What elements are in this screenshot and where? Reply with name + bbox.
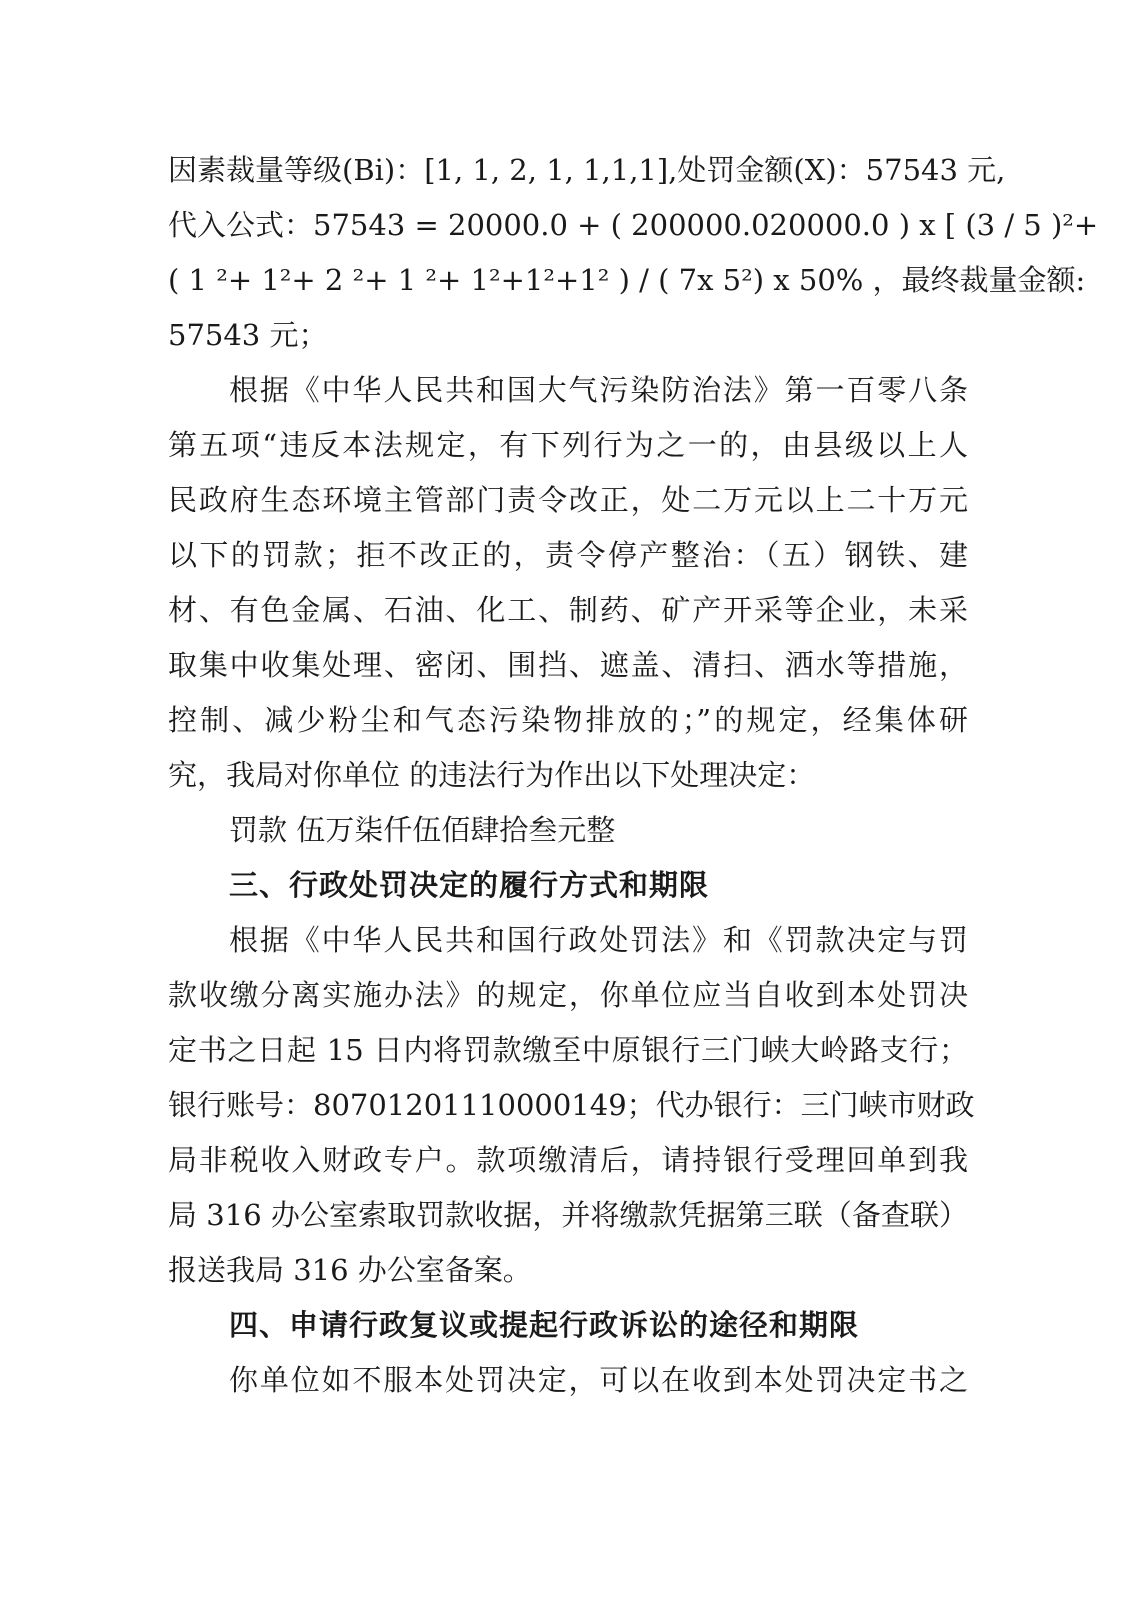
legal-basis-line-7: 控制、减少粉尘和气态污染物排放的；”的规定，经集体研 — [168, 703, 968, 737]
legal-basis-line-1: 根据《中华人民共和国大气污染防治法》第一百零八条 — [229, 373, 968, 407]
legal-basis-line-8: 究，我局对你单位 的违法行为作出以下处理决定： — [168, 758, 816, 792]
section-4-heading: 四、申请行政复议或提起行政诉讼的途径和期限 — [229, 1308, 860, 1342]
legal-basis-line-4: 以下的罚款；拒不改正的，责令停产整治：（五）钢铁、建 — [168, 538, 968, 572]
payment-line-5: 局非税收入财政专户。款项缴清后，请持银行受理回单到我 — [168, 1143, 968, 1177]
appeal-line-1: 你单位如不服本处罚决定，可以在收到本处罚决定书之 — [229, 1363, 968, 1397]
legal-basis-line-2: 第五项“违反本法规定，有下列行为之一的，由县级以上人 — [168, 428, 968, 462]
section-3-heading: 三、行政处罚决定的履行方式和期限 — [229, 868, 710, 902]
payment-line-4: 银行账号：80701201110000149；代办银行：三门峡市财政 — [168, 1088, 975, 1122]
legal-basis-line-5: 材、有色金属、石油、化工、制药、矿产开采等企业，未采 — [168, 593, 968, 627]
payment-line-3: 定书之日起 15 日内将罚款缴至中原银行三门峡大岭路支行； — [168, 1033, 968, 1067]
legal-basis-line-6: 取集中收集处理、密闭、围挡、遮盖、清扫、洒水等措施， — [168, 648, 968, 682]
payment-line-2: 款收缴分离实施办法》的规定，你单位应当自收到本处罚决 — [168, 978, 968, 1012]
legal-basis-line-3: 民政府生态环境主管部门责令改正，处二万元以上二十万元 — [168, 483, 968, 517]
calc-line-2: 代入公式：57543 = 20000.0 + ( 200000.020000.0 ) x [ (3 / 5 )²+ — [168, 208, 1099, 242]
payment-line-1: 根据《中华人民共和国行政处罚法》和《罚款决定与罚 — [229, 923, 968, 957]
calc-line-4: 57543 元； — [168, 318, 328, 352]
calc-line-1: 因素裁量等级(Bi)：[1, 1, 2, 1, 1,1,1],处罚金额(X)：57543 元, — [168, 153, 1006, 187]
calc-line-3: ( 1 ²+ 1²+ 2 ²+ 1 ²+ 1²+1²+1² ) / ( 7x 5²) x 50% ，最终裁量金额: — [168, 263, 1086, 297]
payment-line-6: 局 316 办公室索取罚款收据，并将缴款凭据第三联（备查联） — [168, 1198, 968, 1232]
payment-line-7: 报送我局 316 办公室备案。 — [168, 1253, 532, 1287]
penalty-amount: 罚款 伍万柒仟伍佰肆拾叁元整 — [229, 813, 616, 847]
